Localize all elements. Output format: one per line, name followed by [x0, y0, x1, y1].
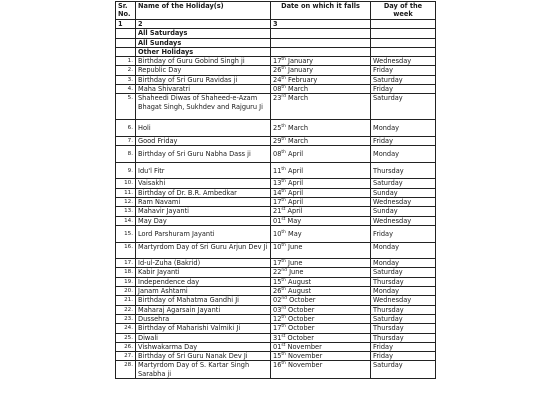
date-day: 25	[273, 124, 282, 133]
date-ordinal-suffix: th	[281, 242, 286, 248]
holiday-date	[271, 162, 371, 179]
holiday-date	[271, 277, 371, 286]
holiday-date	[271, 188, 371, 197]
date-day: 14	[273, 188, 282, 197]
date-month: April	[288, 179, 304, 188]
holiday-name: Dussehra	[136, 314, 271, 323]
holiday-name: Vishwakarma Day	[136, 342, 271, 351]
holiday-name: Birthday of Dr. B.R. Ambedkar	[136, 188, 271, 197]
holiday-date	[271, 120, 371, 137]
date-month: November	[288, 352, 323, 361]
table-row	[116, 277, 436, 286]
date-ordinal-suffix: th	[281, 166, 286, 172]
date-ordinal-suffix: th	[281, 324, 286, 330]
holiday-date	[271, 75, 371, 84]
table-row	[116, 94, 436, 120]
section-all-saturdays: All Saturdays	[136, 29, 271, 38]
date-month: October	[287, 333, 314, 342]
serial-number: 22.	[116, 305, 136, 314]
date-day: 01	[273, 216, 282, 225]
holiday-date	[271, 242, 371, 259]
holiday-date	[271, 314, 371, 323]
date-ordinal-suffix: th	[281, 136, 286, 142]
date-month: June	[288, 242, 303, 251]
holiday-date	[271, 136, 371, 145]
column-number: 1	[116, 20, 136, 29]
holiday-date	[271, 85, 371, 94]
serial-number: 11.	[116, 188, 136, 197]
table-row	[116, 57, 436, 66]
holiday-name: Good Friday	[136, 136, 271, 145]
holiday-date	[271, 179, 371, 188]
table-row	[116, 120, 436, 137]
date-ordinal-suffix: th	[281, 352, 286, 358]
serial-number: 9.	[116, 162, 136, 179]
date-ordinal-suffix: th	[281, 75, 286, 81]
table-row	[116, 225, 436, 242]
holiday-name: Martyrdom Day of S. Kartar Singh Sarabha ji	[136, 361, 271, 379]
section-other-holidays: Other Holidays	[136, 47, 271, 56]
date-ordinal-suffix: st	[281, 216, 286, 222]
serial-number: 2.	[116, 66, 136, 75]
holiday-date	[271, 57, 371, 66]
serial-number: 10.	[116, 179, 136, 188]
date-ordinal-suffix: th	[281, 57, 286, 63]
date-day: 16	[273, 361, 282, 370]
date-ordinal-suffix: rd	[281, 305, 286, 311]
holiday-name: Mahavir Jayanti	[136, 207, 271, 216]
holiday-weekday: Monday	[371, 242, 436, 259]
holiday-name: Republic Day	[136, 66, 271, 75]
holiday-date	[271, 146, 371, 163]
date-day: 22	[273, 268, 282, 277]
date-month: April	[288, 166, 304, 175]
table-row	[116, 216, 436, 225]
serial-number: 24.	[116, 324, 136, 333]
holiday-weekday: Friday	[371, 66, 436, 75]
date-day: 08	[273, 149, 282, 158]
holiday-weekday: Thursday	[371, 305, 436, 314]
holiday-name: Birthday of Guru Gobind Singh ji	[136, 57, 271, 66]
serial-number: 28.	[116, 361, 136, 379]
holiday-weekday: Thursday	[371, 333, 436, 342]
holiday-name: Maharaj Agarsain Jayanti	[136, 305, 271, 314]
table-row	[116, 305, 436, 314]
holiday-weekday: Monday	[371, 120, 436, 137]
serial-number: 23.	[116, 314, 136, 323]
header-date: Date on which it falls	[271, 2, 371, 20]
serial-number: 12.	[116, 198, 136, 207]
date-ordinal-suffix: th	[281, 361, 286, 367]
date-month: March	[288, 94, 309, 103]
date-day: 21	[273, 207, 282, 216]
serial-number: 4.	[116, 85, 136, 94]
date-ordinal-suffix: st	[281, 207, 286, 213]
date-day: 15	[273, 277, 282, 286]
holiday-date	[271, 225, 371, 242]
holiday-name: Maha Shivaratri	[136, 85, 271, 94]
serial-number: 25.	[116, 333, 136, 342]
holiday-date	[271, 342, 371, 351]
date-month: October	[288, 324, 315, 333]
holiday-date	[271, 207, 371, 216]
serial-number: 17.	[116, 259, 136, 268]
date-ordinal-suffix: th	[281, 277, 286, 283]
date-ordinal-suffix: th	[281, 124, 286, 130]
holiday-name: May Day	[136, 216, 271, 225]
table-row	[116, 296, 436, 305]
date-day: 10	[273, 242, 282, 251]
date-ordinal-suffix: nd	[281, 268, 287, 274]
holiday-name: Ram Navami	[136, 198, 271, 207]
section-row	[116, 47, 436, 56]
section-all-sundays: All Sundays	[136, 38, 271, 47]
table-row	[116, 314, 436, 323]
table-row	[116, 352, 436, 361]
holiday-name: Independence day	[136, 277, 271, 286]
holiday-date	[271, 324, 371, 333]
holiday-weekday: Friday	[371, 85, 436, 94]
holiday-weekday: Monday	[371, 259, 436, 268]
holiday-date	[271, 268, 371, 277]
date-month: April	[288, 188, 304, 197]
holiday-name: Vaisakhi	[136, 179, 271, 188]
serial-number: 13.	[116, 207, 136, 216]
table-row	[116, 207, 436, 216]
holiday-weekday: Saturday	[371, 314, 436, 323]
holiday-name: Birthday of Sri Guru Ravidas ji	[136, 75, 271, 84]
holiday-name: Birthday of Sri Guru Nabha Dass ji	[136, 146, 271, 163]
holiday-weekday: Friday	[371, 225, 436, 242]
table-row	[116, 259, 436, 268]
holiday-weekday: Saturday	[371, 94, 436, 120]
column-number: 3	[271, 20, 371, 29]
holiday-name: Birthday of Maharishi Valmiki Ji	[136, 324, 271, 333]
holiday-date	[271, 296, 371, 305]
holiday-weekday: Saturday	[371, 268, 436, 277]
holiday-name: Janam Ashtami	[136, 287, 271, 296]
column-number	[371, 20, 436, 29]
header-holiday-name: Name of the Holiday(s)	[136, 2, 271, 20]
date-month: November	[288, 361, 323, 370]
table-row	[116, 361, 436, 379]
date-day: 17	[273, 259, 282, 268]
date-day: 17	[273, 57, 282, 66]
date-month: April	[287, 207, 303, 216]
date-month: April	[288, 149, 304, 158]
table-row	[116, 242, 436, 259]
holiday-weekday: Friday	[371, 342, 436, 351]
table-row	[116, 162, 436, 179]
holiday-weekday: Wednesday	[371, 57, 436, 66]
date-day: 01	[273, 342, 282, 351]
date-month: June	[288, 259, 303, 268]
holiday-name: Holi	[136, 120, 271, 137]
date-day: 15	[273, 352, 282, 361]
date-day: 12	[273, 314, 282, 323]
date-day: 26	[273, 66, 282, 75]
date-ordinal-suffix: th	[281, 149, 286, 155]
holiday-name: Id-ul-Zuha (Bakrid)	[136, 259, 271, 268]
table-row	[116, 333, 436, 342]
holiday-weekday: Sunday	[371, 207, 436, 216]
date-day: 24	[273, 75, 282, 84]
date-ordinal-suffix: th	[281, 179, 286, 185]
date-month: November	[287, 342, 322, 351]
table-row	[116, 342, 436, 351]
serial-number: 6.	[116, 120, 136, 137]
date-month: October	[288, 314, 315, 323]
holiday-weekday: Friday	[371, 136, 436, 145]
date-day: 10	[273, 229, 282, 238]
holiday-weekday: Saturday	[371, 361, 436, 379]
holiday-weekday: Saturday	[371, 75, 436, 84]
serial-number: 19.	[116, 277, 136, 286]
holiday-weekday: Wednesday	[371, 296, 436, 305]
table-row	[116, 66, 436, 75]
serial-number: 26.	[116, 342, 136, 351]
date-month: January	[288, 57, 314, 66]
table-row	[116, 136, 436, 145]
date-month: February	[288, 75, 318, 84]
table-row	[116, 85, 436, 94]
serial-number: 27.	[116, 352, 136, 361]
serial-number: 14.	[116, 216, 136, 225]
holiday-weekday: Thursday	[371, 277, 436, 286]
date-ordinal-suffix: rd	[281, 94, 286, 100]
date-day: 17	[273, 324, 282, 333]
serial-number: 8.	[116, 146, 136, 163]
date-month: March	[288, 124, 309, 133]
holiday-name: Kabir Jayanti	[136, 268, 271, 277]
holiday-date	[271, 287, 371, 296]
date-month: October	[289, 296, 316, 305]
date-month: March	[288, 136, 309, 145]
date-ordinal-suffix: th	[281, 66, 286, 72]
column-number-row	[116, 20, 436, 29]
holiday-name: Birthday of Mahatma Gandhi Ji	[136, 296, 271, 305]
date-ordinal-suffix: nd	[281, 296, 287, 302]
table-row	[116, 75, 436, 84]
holiday-date	[271, 66, 371, 75]
holiday-date	[271, 94, 371, 120]
header-sr-no: Sr. No.	[116, 2, 136, 20]
holiday-name: Lord Parshuram Jayanti	[136, 225, 271, 242]
serial-number: 3.	[116, 75, 136, 84]
holiday-name: Idu'l Fitr	[136, 162, 271, 179]
holiday-date	[271, 305, 371, 314]
holiday-name: Shaheedi Diwas of Shaheed-e-Azam Bhagat Singh, Sukhdev and Rajguru Ji	[136, 94, 271, 120]
header-weekday: Day of the week	[371, 2, 436, 20]
header-row	[116, 2, 436, 20]
holiday-weekday: Friday	[371, 352, 436, 361]
table-row	[116, 287, 436, 296]
date-day: 08	[273, 85, 282, 94]
date-month: April	[288, 198, 304, 207]
section-row	[116, 29, 436, 38]
date-ordinal-suffix: th	[281, 198, 286, 204]
date-month: May	[288, 229, 302, 238]
date-day: 17	[273, 198, 282, 207]
section-row	[116, 38, 436, 47]
serial-number: 5.	[116, 94, 136, 120]
date-month: January	[288, 66, 314, 75]
date-ordinal-suffix: th	[281, 259, 286, 265]
date-day: 26	[273, 287, 282, 296]
date-month: May	[287, 216, 302, 225]
date-ordinal-suffix: th	[281, 229, 286, 235]
holiday-weekday: Wednesday	[371, 198, 436, 207]
serial-number: 15.	[116, 225, 136, 242]
holiday-weekday: Monday	[371, 146, 436, 163]
table-row	[116, 146, 436, 163]
serial-number: 20.	[116, 287, 136, 296]
serial-number: 7.	[116, 136, 136, 145]
holiday-name: Martyrdom Day of Sri Guru Arjun Dev Ji	[136, 242, 271, 259]
holiday-date	[271, 259, 371, 268]
date-month: August	[288, 277, 312, 286]
date-day: 31	[273, 333, 282, 342]
holiday-weekday: Monday	[371, 287, 436, 296]
date-month: March	[288, 85, 309, 94]
date-day: 23	[273, 94, 282, 103]
date-month: June	[289, 268, 304, 277]
holiday-weekday: Thursday	[371, 324, 436, 333]
holiday-weekday: Thursday	[371, 162, 436, 179]
date-day: 29	[273, 136, 282, 145]
holiday-weekday: Wednesday	[371, 216, 436, 225]
serial-number: 16.	[116, 242, 136, 259]
date-ordinal-suffix: st	[281, 333, 286, 339]
table-row	[116, 324, 436, 333]
date-month: October	[288, 305, 315, 314]
date-ordinal-suffix: th	[281, 287, 286, 293]
holiday-date	[271, 333, 371, 342]
holiday-date	[271, 352, 371, 361]
holiday-weekday: Sunday	[371, 188, 436, 197]
serial-number: 18.	[116, 268, 136, 277]
holiday-name: Diwali	[136, 333, 271, 342]
holiday-date	[271, 216, 371, 225]
date-ordinal-suffix: th	[281, 85, 286, 91]
date-day: 13	[273, 179, 282, 188]
table-row	[116, 188, 436, 197]
serial-number: 21.	[116, 296, 136, 305]
date-ordinal-suffix: th	[281, 188, 286, 194]
date-ordinal-suffix: th	[281, 314, 286, 320]
serial-number: 1.	[116, 57, 136, 66]
holiday-date	[271, 198, 371, 207]
holiday-table	[115, 1, 436, 379]
date-day: 03	[273, 305, 282, 314]
column-number: 2	[136, 20, 271, 29]
table-row	[116, 179, 436, 188]
table-row	[116, 198, 436, 207]
date-month: August	[288, 287, 312, 296]
holiday-name: Birthday of Sri Guru Nanak Dev Ji	[136, 352, 271, 361]
date-ordinal-suffix: st	[281, 342, 286, 348]
holiday-date	[271, 361, 371, 379]
date-day: 11	[273, 166, 282, 175]
table-row	[116, 268, 436, 277]
date-day: 02	[273, 296, 282, 305]
holiday-weekday: Saturday	[371, 179, 436, 188]
